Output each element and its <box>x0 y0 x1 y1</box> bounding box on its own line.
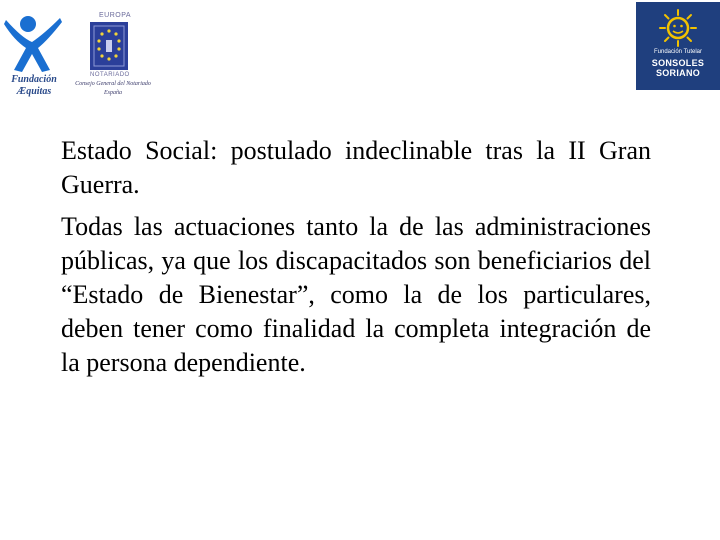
paragraph-actuaciones: Todas las actuaciones tanto la de las administraciones públicas, ya que los discapacitados son beneficiarios del “Estado de Bienestar”, como la de los particulares, deben tener como finalidad la completa integración de la persona dependiente. <box>61 212 651 377</box>
slide-body <box>61 134 651 380</box>
sun-icon <box>656 8 700 48</box>
soriano-label: SORIANO <box>655 68 701 78</box>
europa-label: EUROPA <box>98 12 132 19</box>
sonsoles-label: SONSOLES <box>651 58 705 68</box>
paragraph-estado-social: Estado Social: postulado indeclinable tras la II Gran Guerra. <box>61 136 651 199</box>
notariado-label: NOTARIADO <box>90 72 130 78</box>
eu-flag-icon <box>90 22 128 70</box>
fundacion-tutelar-label: Fundación Tutelar <box>653 49 703 55</box>
notariado-caption: Consejo General del Notariado España <box>75 81 151 96</box>
sonsoles-soriano-logo <box>636 2 720 90</box>
aequitas-caption: Fundación Æquitas <box>11 74 57 97</box>
notariado-logo <box>66 12 160 98</box>
aequitas-figure-icon <box>2 12 66 74</box>
fundacion-aequitas-logo <box>2 12 66 102</box>
